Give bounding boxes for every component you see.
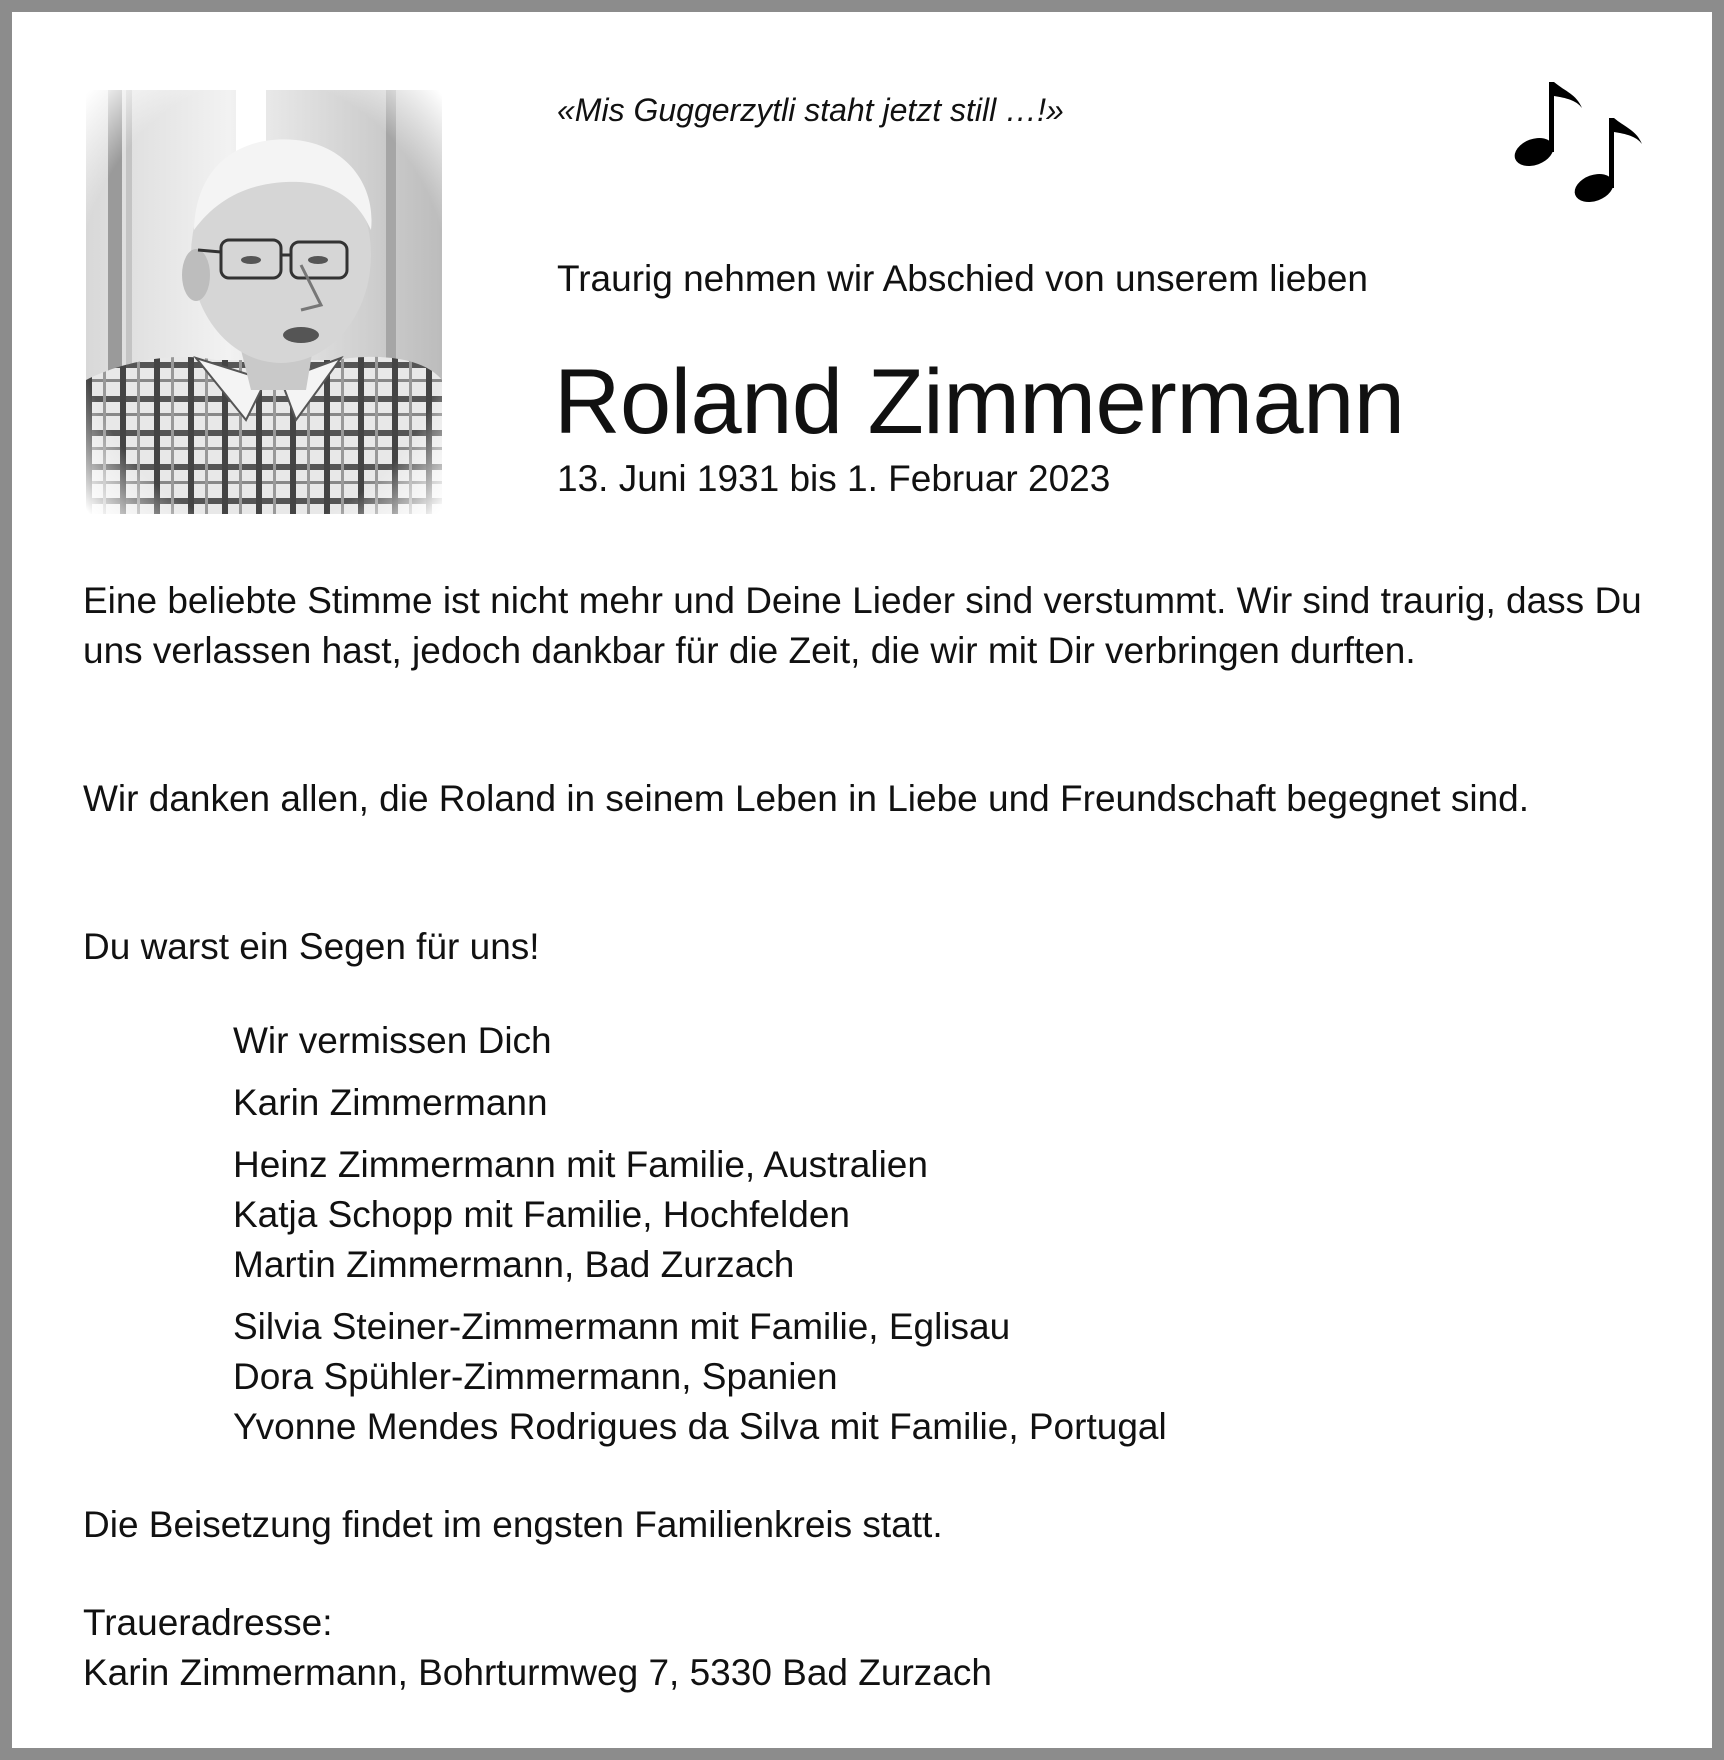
signature-heading: Wir vermissen Dich [233,1020,552,1061]
funeral-note: Die Beisetzung findet im engsten Familienkreis statt. [83,1504,943,1545]
signature-child: Heinz Zimmermann mit Familie, Australien [233,1144,928,1185]
signature-child: Martin Zimmermann, Bad Zurzach [233,1244,795,1285]
mourners-signature [233,1016,1167,1452]
intro-line: Traurig nehmen wir Abschied von unserem lieben [557,258,1369,299]
portrait-photo [86,90,442,514]
signature-relative: Silvia Steiner-Zimmermann mit Familie, Eglisau [233,1306,1011,1347]
paragraph-blessing: Du warst ein Segen für uns! [83,926,540,967]
signature-relative: Dora Spühler-Zimmermann, Spanien [233,1356,838,1397]
paragraph-thanks: Wir danken allen, die Roland in seinem Leben in Liebe und Freundschaft begegnet sind. [83,778,1530,819]
address-label: Traueradresse: [83,1602,333,1643]
life-dates: 13. Juni 1931 bis 1. Februar 2023 [557,458,1111,499]
address-line: Karin Zimmermann, Bohrturmweg 7, 5330 Bad Zurzach [83,1652,992,1693]
signature-child: Katja Schopp mit Familie, Hochfelden [233,1194,850,1235]
paragraph-tribute: Eine beliebte Stimme ist nicht mehr und Deine Lieder sind verstummt. Wir sind traurig, dass Du uns verlassen hast, jedoch dankbar für die Zeit, die wir mit Dir verbringen durften. [83,580,1642,671]
signature-spouse: Karin Zimmermann [233,1082,548,1123]
obituary-notice [12,12,1712,1748]
quote-line: «Mis Guggerzytli staht jetzt still …!» [557,92,1064,128]
music-notes-icon [1506,72,1656,212]
deceased-name: Roland Zimmermann [554,351,1405,453]
signature-relative: Yvonne Mendes Rodrigues da Silva mit Familie, Portugal [233,1406,1167,1447]
mourning-address [83,1598,992,1698]
